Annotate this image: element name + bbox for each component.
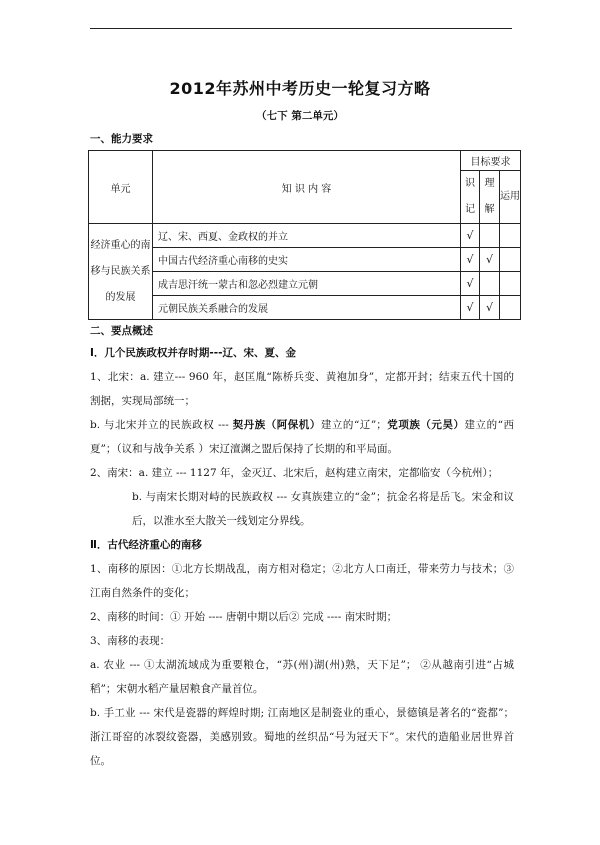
mark-memorize: √ <box>461 296 480 320</box>
section-overview-heading: 二、要点概述 <box>90 325 153 337</box>
southern-song-paragraph: 2、南宋：a. 建立 --- 1127 年，金灭辽、北宋后，赵构建立南宋，定都临安（今杭州）； <box>90 467 499 479</box>
header-rule <box>90 28 512 29</box>
section-ability-heading: 一、能力要求 <box>90 133 153 145</box>
header-level-understand: 理解 <box>480 171 500 224</box>
unit-name-cell: 经济重心的南移与民族关系的发展 <box>89 224 153 320</box>
khitan-name: 契丹族（阿保机） <box>232 419 321 431</box>
shift-reasons-paragraph: 1、南移的原因：①北方长期战乱，南方相对稳定；②北方人口南迁，带来劳力与技术；③江南自然条件的变化； <box>90 563 514 599</box>
table-row <box>89 272 521 296</box>
header-knowledge: 知 识 内 容 <box>153 151 461 224</box>
mark-apply <box>500 224 521 248</box>
table-row <box>89 296 521 320</box>
mark-understand <box>480 272 500 296</box>
knowledge-item: 元朝民族关系融合的发展 <box>153 296 461 320</box>
knowledge-item: 中国古代经济重心南移的史实 <box>153 248 461 272</box>
northern-song-regimes-paragraph: b. 与北宋并立的民族政权 --- 契丹族（阿保机）建立的“辽”；党项族（元昊）建立的“西夏”；（议和与战争关系 ）宋辽澶渊之盟后保持了长期的和平局面。 <box>90 419 515 455</box>
mark-memorize: √ <box>461 272 480 296</box>
knowledge-item: 辽、宋、西夏、金政权的并立 <box>153 224 461 248</box>
header-level-apply: 运用 <box>500 171 521 224</box>
overview-body <box>90 341 514 773</box>
southern-song-regimes-paragraph: b. 与南宋长期对峙的民族政权 --- 女真族建立的“金”；抗金名将是岳飞。宋金和议后，以淮水至大散关一线划定分界线。 <box>132 491 514 527</box>
table-row <box>89 248 521 272</box>
agriculture-paragraph: a. 农业 --- ①太湖流域成为重要粮仓，“苏(州)湖(州)熟，天下足”； ②从越南引进“占城稻”；宋朝水稻产量居粮食产量首位。 <box>90 659 514 695</box>
doc-subtitle: （七下 第二单元） <box>256 110 344 122</box>
table-row <box>89 224 521 248</box>
mark-understand: √ <box>480 248 500 272</box>
doc-title: 2012年苏州中考历史一轮复习方略 <box>169 79 431 98</box>
mark-memorize: √ <box>461 224 480 248</box>
shift-manifestation-paragraph: 3、南移的表现： <box>90 635 171 647</box>
mark-memorize: √ <box>461 248 480 272</box>
handicraft-paragraph: b. 手工业 --- 宋代是瓷器的辉煌时期; 江南地区是制瓷业的重心，景德镇是著名的“瓷都”；浙江哥窑的冰裂纹瓷器，美感别致。蜀地的丝织品“号为冠天下”。宋代的造船业居世界首位。 <box>90 707 514 767</box>
header-unit: 单元 <box>89 151 153 224</box>
header-target: 目标要求 <box>461 151 521 171</box>
part2-heading: Ⅱ．古代经济重心的南移 <box>90 539 202 551</box>
shift-time-paragraph: 2、南移的时间：① 开始 ---- 唐朝中期以后② 完成 ---- 南宋时期； <box>90 611 398 623</box>
mark-apply <box>500 296 521 320</box>
mark-understand <box>480 224 500 248</box>
mark-understand: √ <box>480 296 500 320</box>
mark-apply <box>500 248 521 272</box>
northern-song-paragraph: 1、北宋：a. 建立--- 960 年，赵匡胤“陈桥兵变、黄袍加身”，定都开封；结束五代十国的割据，实现局部统一； <box>90 371 514 407</box>
header-level-memorize: 识记 <box>461 171 480 224</box>
mark-apply <box>500 272 521 296</box>
knowledge-item: 成吉思汗统一蒙古和忽必烈建立元朝 <box>153 272 461 296</box>
requirements-table <box>88 150 521 320</box>
part1-heading: Ⅰ．几个民族政权并存时期---辽、宋、夏、金 <box>90 347 296 359</box>
tangut-name: 党项族（元昊） <box>386 419 465 431</box>
